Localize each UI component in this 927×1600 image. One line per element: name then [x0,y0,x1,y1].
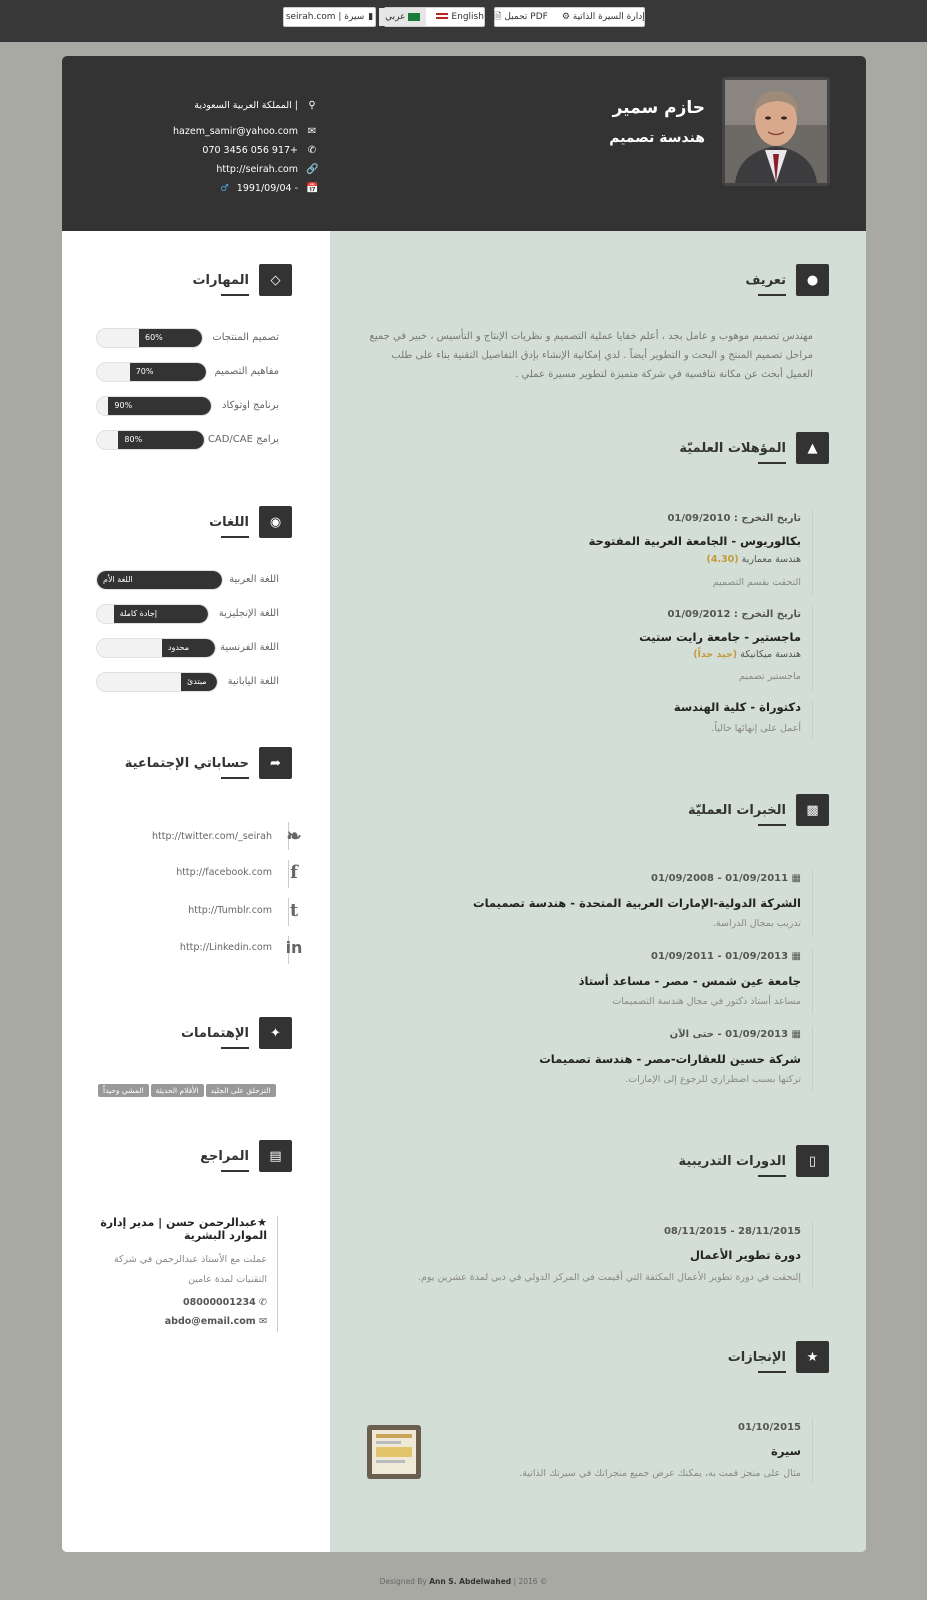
globe-icon: ◉ [259,506,292,538]
footer-author[interactable]: Ann S. Abdelwahed [429,1577,512,1586]
divider [812,606,813,691]
edu-3-title: دكتوراة - كلية الهندسة [673,700,801,714]
contact-phone: 070 3456 056 917+ ✆ [202,145,317,156]
skill-row [0,396,927,416]
language-name: اللغة اليابانية [227,676,279,687]
thumbnail-page [372,1430,416,1474]
magic-wand-icon: ✦ [259,1017,292,1049]
interest-tags [98,1084,276,1097]
language-bar-fill: محدود [162,639,215,657]
us-flag-icon [436,13,448,21]
skill-name: برامج CAD/CAE [207,434,279,445]
skill-bar-fill: 80% [118,431,204,449]
interest-tag: المشي وحيداً [98,1084,149,1097]
edu-2-title: ماجستير - جامعة رايت ستيت [639,630,801,644]
interest-tag: الأفلام الحديثة [151,1084,204,1097]
reference-name: ★عبدالرحمن حسن | مدير إدارة الموارد البشرية [100,1216,267,1242]
share-icon: ➦ [259,747,292,779]
candidate-role: هندسة تصميم [609,130,705,146]
pdf-download[interactable]: 🗎 تحميل PDF [494,12,548,22]
edu-1-sub: هندسة معمارية (4.30) [706,554,801,565]
skill-bar-fill: 60% [139,329,202,347]
languages-header: ◉ اللغات [209,506,292,538]
course-date: 28/11/2015 - 08/11/2015 [663,1226,801,1237]
achievement-thumbnail[interactable] [367,1425,421,1479]
course-name: دورة تطوير الأعمال [689,1248,801,1262]
logo-icon: ▮ [368,12,374,22]
phone-icon: ✆ [307,145,317,156]
tumblr-icon: t [289,900,299,921]
linkedin-icon: in [285,938,303,957]
divider [812,870,813,936]
social-linkedin[interactable]: http://Linkedin.com in [179,938,303,957]
exp-1-date: ▦ 01/09/2011 - 01/09/2008 [651,873,801,884]
reference-phone: ✆ 08000001234 [183,1297,267,1308]
edu-2-date: تاريخ التخرج : 01/09/2012 [667,609,801,620]
book-icon: ▤ [259,1140,292,1172]
language-bar-fill: مبتدئ [181,673,217,691]
edu-1-title: بكالوريوس - الجامعة العربية المفتوحة [588,534,801,548]
edu-2-sub: هندسة ميكانيكة (جيد جداً) [693,649,801,660]
social-tumblr[interactable]: http://Tumblr.com t [188,900,304,921]
skill-bar-fill: 70% [130,363,206,381]
top-bar [0,0,927,42]
language-switch[interactable] [384,7,485,27]
language-name: اللغة الإنجليزية [218,608,279,619]
achievement-desc: مثال على منجز قمت به، يمكنك عرض جميع منجزاتك في سيرتك الذاتية. [519,1468,801,1479]
skill-bar [96,396,212,416]
candidate-name: حازم سمير [612,98,705,118]
skill-bar-fill: 90% [108,397,211,415]
divider [812,1418,813,1484]
reference-email[interactable]: ✉ abdo@email.com [164,1316,267,1327]
manage-cv-button[interactable] [494,7,645,27]
profile-photo [722,77,830,186]
resume-header [62,56,866,231]
achievement-name: سيرة [771,1444,801,1458]
social-facebook[interactable]: http://facebook.com f [176,862,304,883]
skill-bar [96,430,205,450]
reference-desc-2: التقنيات لمدة عامين [188,1274,267,1285]
exp-3-desc: تركتها بسبب اضطراري للرجوع إلى الإمارات. [625,1074,801,1085]
divider [812,700,813,740]
language-bar [96,604,209,624]
divider [812,1026,813,1092]
skill-bar [96,328,203,348]
language-bar [96,638,216,658]
male-icon: ♂ [220,183,229,194]
lang-en-button[interactable]: English [430,8,490,26]
document-icon: ▯ [796,1145,829,1177]
user-icon: ● [796,264,829,296]
map-pin-icon: ⚲ [308,100,316,111]
reference-desc-1: عملت مع الأستاذ عبدالرحمن في شركة [113,1254,267,1265]
experience-header: ▩ الخبرات العمليّة [688,794,829,826]
skills-header: ◇ المهارات [192,264,292,296]
contact-location: المملكة العربية السعودية | ⚲ [194,100,318,111]
lang-ar-button[interactable]: عربي [379,8,426,26]
calendar-icon: 📅 [306,183,319,194]
calendar-icon: ▦ [791,951,801,962]
interests-header: ✦ الإهتمامات [181,1017,292,1049]
language-bar-fill: إجادة كاملة [114,605,208,623]
exp-2-title: جامعة عين شمس - مصر - مساعد أستاذ [578,974,801,988]
about-header: ● تعريف [745,264,829,296]
about-text: مهندس تصميم موهوب و عامل بجد ، أعلم خفايا عملية التصميم و نظريات الإنتاج و التأسيس ، خبير في جميع مراحل تصميم المنتج و البحث و التطوير أيضاً . لدي إمكانية الإنشاء بإدق التفاصيل التقنية بناء على طلب العميل أبحث عن مكانة تنافسية في شركة متميزة لتطوير مسيرة عملي . [369,331,813,380]
language-bar-fill: اللغة الأم [97,571,222,589]
exp-1-title: الشركة الدولية-الإمارات العربية المتحدة - هندسة تصميمات [473,896,801,910]
star-icon: ★ [257,1216,267,1229]
link-icon: 🔗 [306,164,319,175]
skill-name: تصميم المنتجات [212,332,279,343]
edu-2-desc: ماجستير تصميم [739,671,801,682]
contact-birth: ♂ 1991/09/04 - 📅 [220,183,319,194]
twitter-icon: ❧ [286,826,302,847]
language-name: اللغة الفرنسية [220,642,279,653]
edu-1-desc: التحقت بقسم التصميم [712,577,801,588]
footer: Designed By Ann S. Abdelwahed | 2016 © [379,1577,548,1586]
language-name: اللغة العربية [229,574,279,585]
course-desc: إلتحقت في دورة تطوير الأعمال المكثفة التي أقيمت في المركز الدولي في دبي لمدة عشرين يوم. [417,1272,801,1283]
saudi-flag-icon [408,13,420,21]
social-twitter[interactable]: http://twitter.com/_seirah ❧ [152,826,304,847]
exp-3-title: شركة حسين للعقارات-مصر - هندسة تصميمات [539,1052,801,1066]
diamond-icon: ◇ [259,264,292,296]
exp-2-desc: مساعد أستاذ دكتور في مجال هندسة التصميمات [612,996,801,1007]
skill-name: برنامج اوتوكاد [222,400,279,411]
star-icon: ★ [796,1341,829,1373]
exp-3-date: ▦ 01/09/2013 - حتى الآن [669,1029,801,1040]
skill-bar [96,362,207,382]
interest-tag: التزحلق على الجليد [206,1084,276,1097]
divider [812,1222,813,1288]
edu-1-date: تاريخ التخرج : 01/09/2010 [667,513,801,524]
skill-name: مفاهيم التصميم [214,366,279,377]
envelope-icon: ✉ [259,1316,267,1327]
references-header: ▤ المراجع [200,1140,292,1172]
edu-3-desc: أعمل على إنهائها حالياً. [711,723,801,734]
envelope-icon: ✉ [307,126,317,137]
education-header: ▲ المؤهلات العلميّة [679,432,829,464]
calendar-icon: ▦ [791,873,801,884]
achievements-header: ★ الإنجازات [728,1341,829,1373]
exp-1-desc: تدريب بمجال الدراسة. [712,918,801,929]
language-bar [96,672,218,692]
language-bar [96,570,223,590]
achievement-date: 01/10/2015 [738,1422,801,1433]
manage-cv[interactable]: ⚙ إدارة السيرة الذاتية [561,12,645,22]
facebook-icon: f [290,862,298,883]
contact-website[interactable]: http://seirah.com 🔗 [216,164,319,175]
divider [277,1216,278,1332]
briefcase-icon: ▩ [796,794,829,826]
graduation-cap-icon: ▲ [796,432,829,464]
social-header: ➦ حساباتي الإجتماعية [125,747,292,779]
seirah-site-button[interactable]: seirah.com | سيرة ▮ [283,7,376,27]
phone-icon: ✆ [259,1297,267,1308]
exp-2-date: ▦ 01/09/2013 - 01/09/2011 [651,951,801,962]
contact-email[interactable]: hazem_samir@yahoo.com ✉ [173,126,317,137]
courses-header: ▯ الدورات التدريبية [679,1145,829,1177]
divider [812,948,813,1014]
calendar-icon: ▦ [791,1029,801,1040]
divider [812,510,813,595]
